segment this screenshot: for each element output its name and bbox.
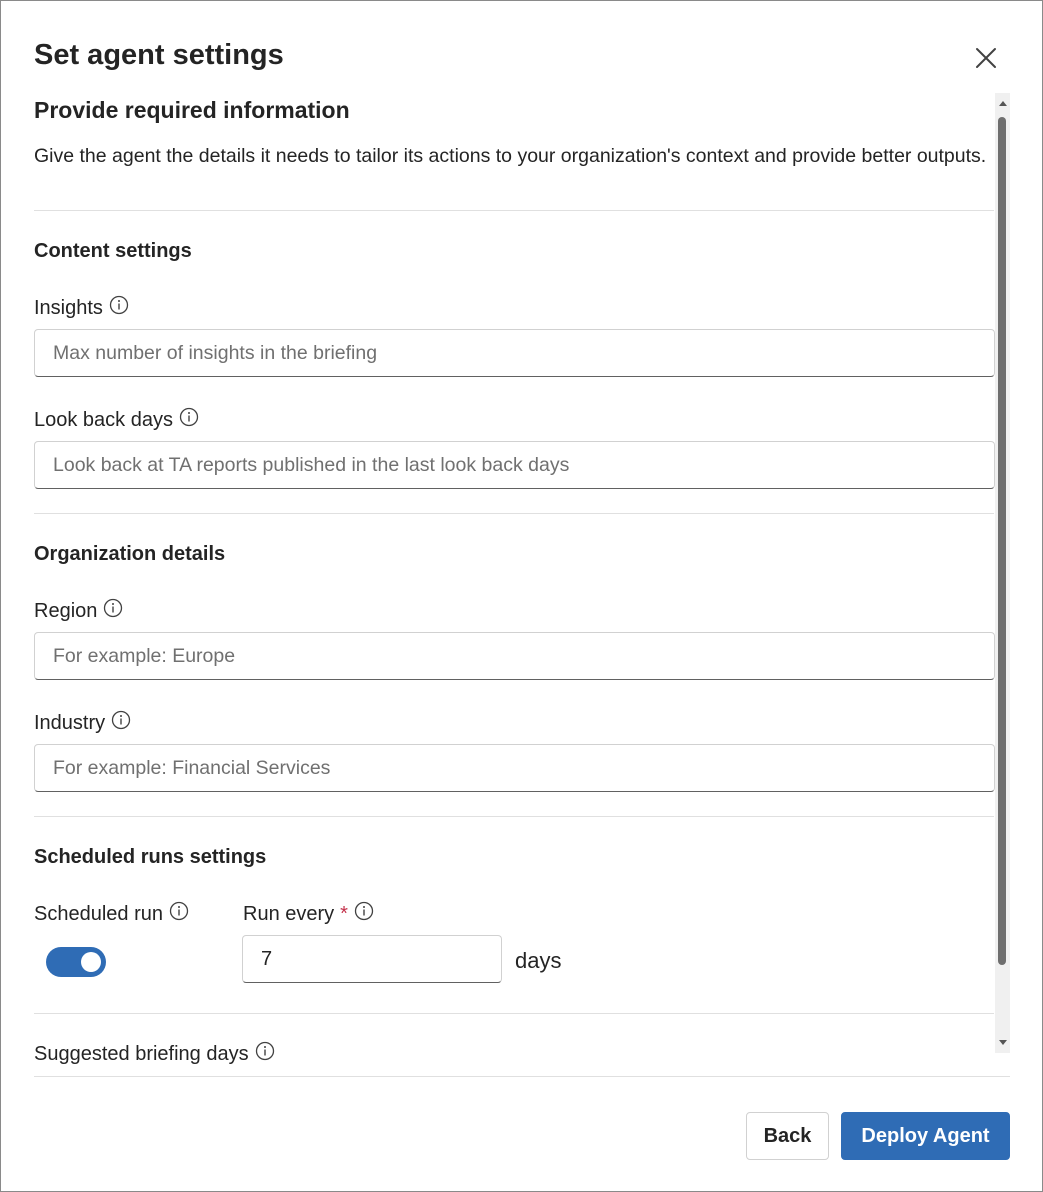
look-back-days-label-text: Look back days [34,409,173,431]
insights-label-text: Insights [34,297,103,319]
divider [34,1013,994,1014]
toggle-knob [81,952,101,972]
region-label [34,600,123,623]
dialog-title: Set agent settings [34,39,284,71]
divider [34,816,994,817]
content-settings-heading: Content settings [34,240,192,262]
info-icon[interactable] [179,407,199,427]
info-icon[interactable] [169,901,189,921]
industry-input[interactable] [34,744,995,792]
industry-label [34,712,131,735]
scheduled-run-toggle[interactable] [46,947,106,977]
insights-input[interactable] [34,329,995,377]
insights-label [34,297,129,320]
look-back-days-label [34,409,199,432]
suggested-briefing-label [34,1043,275,1066]
close-button[interactable] [967,39,1005,77]
run-every-label-text: Run every [243,903,335,925]
info-icon[interactable] [354,901,374,921]
divider [34,513,994,514]
required-marker: * [340,903,348,925]
close-icon [975,47,997,69]
run-every-input[interactable] [242,935,502,983]
divider [34,210,994,211]
info-icon[interactable] [255,1041,275,1061]
scheduled-run-label-text: Scheduled run [34,903,163,925]
industry-label-text: Industry [34,712,106,734]
scrollbar-thumb[interactable] [998,117,1006,965]
scroll-down-arrow-icon[interactable] [995,1035,1010,1051]
info-icon[interactable] [109,295,129,315]
back-button[interactable]: Back [746,1112,829,1160]
run-every-unit: days [515,948,562,973]
region-label-text: Region [34,600,98,622]
vertical-scrollbar[interactable] [995,93,1010,1053]
settings-scroll-area[interactable] [34,93,996,1065]
deploy-agent-button[interactable]: Deploy Agent [841,1112,1010,1160]
look-back-days-input[interactable] [34,441,995,489]
region-input[interactable] [34,632,995,680]
section-heading: Provide required information [34,97,350,123]
footer-divider [34,1076,1010,1077]
scheduled-runs-heading: Scheduled runs settings [34,846,267,868]
scroll-up-arrow-icon[interactable] [995,95,1010,111]
scheduled-run-label [34,903,189,926]
organization-details-heading: Organization details [34,543,226,565]
section-description: Give the agent the details it needs to tailor its actions to your organization's context and provide better outputs. [34,145,987,167]
suggested-briefing-label-text: Suggested briefing days [34,1043,249,1065]
info-icon[interactable] [103,598,123,618]
run-every-label [243,903,374,926]
info-icon[interactable] [111,710,131,730]
